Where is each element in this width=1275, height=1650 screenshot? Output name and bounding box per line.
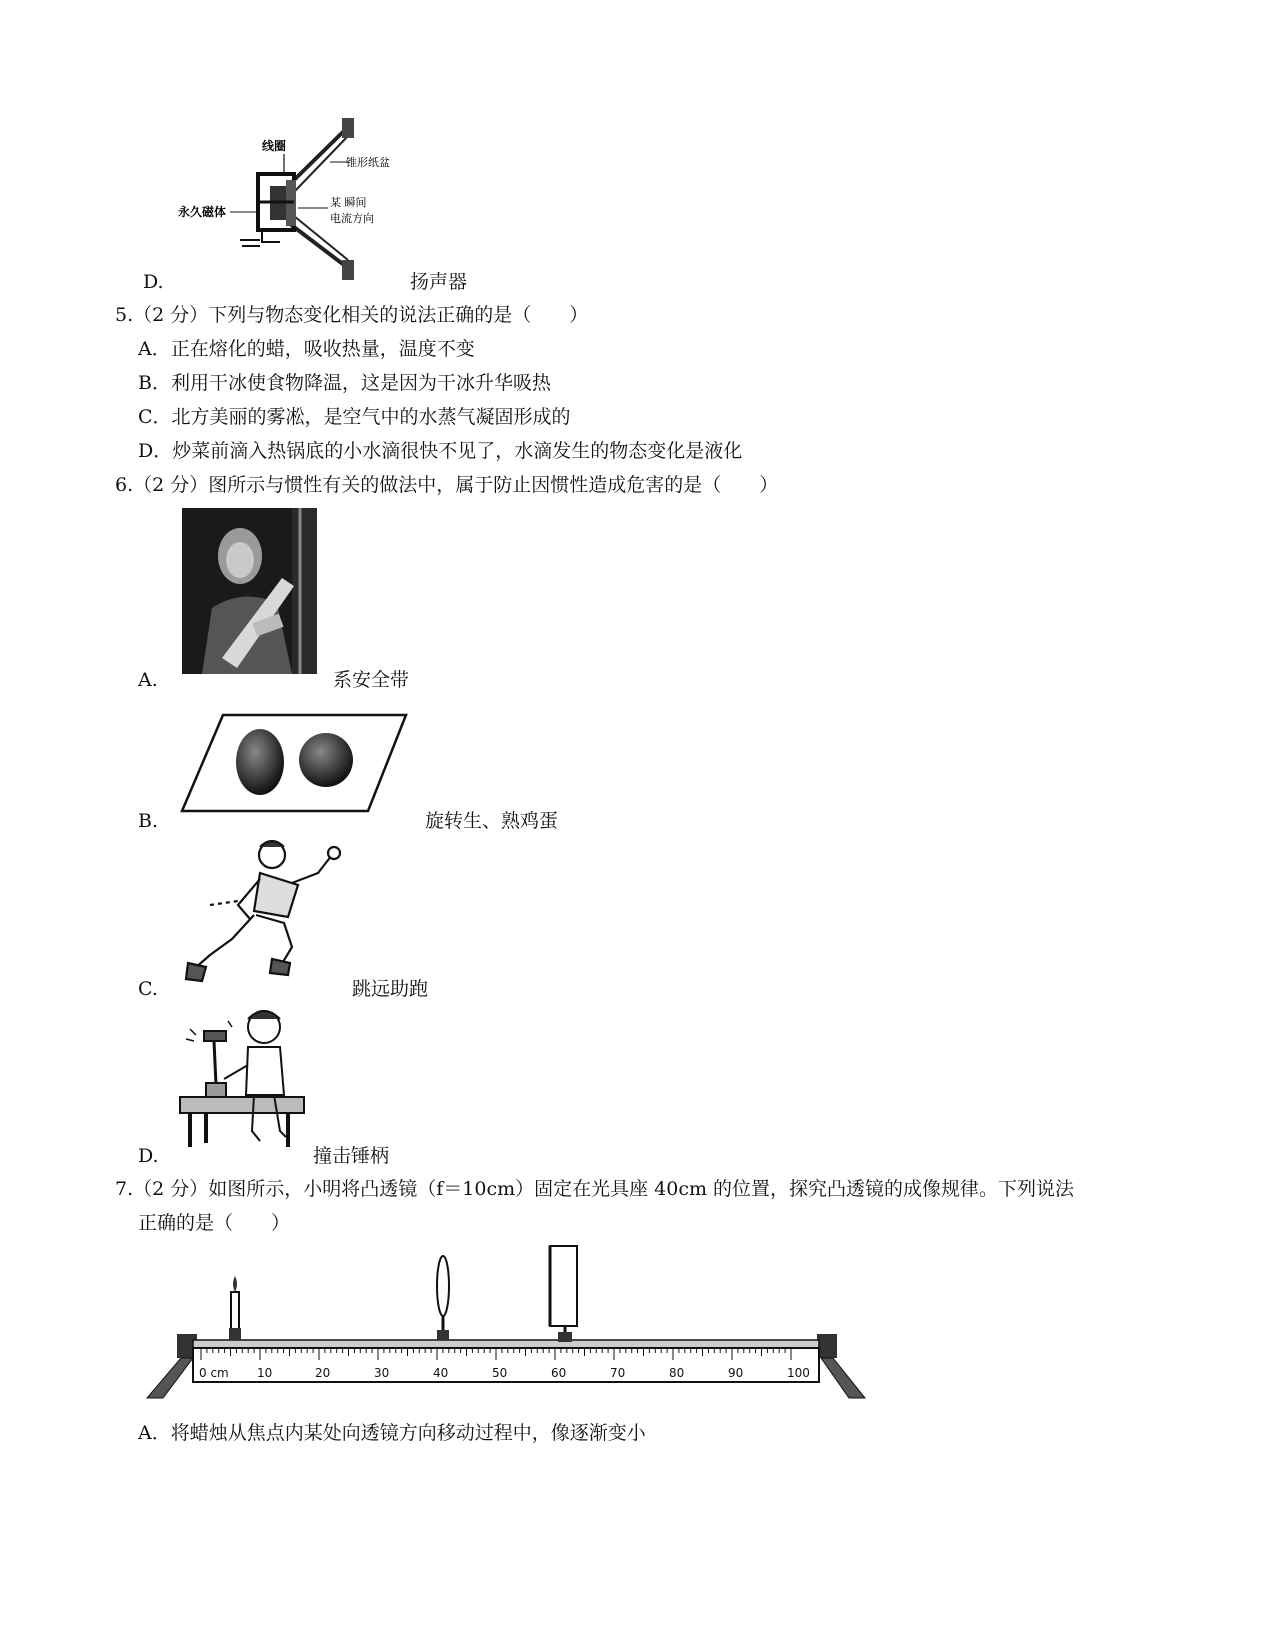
ruler-label-70: 70 — [610, 1366, 626, 1380]
light-screen — [550, 1246, 577, 1342]
ruler-label-50: 50 — [492, 1366, 508, 1380]
q6-option-d-caption: 撞击锤柄 — [313, 1145, 390, 1167]
optical-bench-figure — [145, 1240, 867, 1402]
q5-option-c: C．北方美丽的雾凇，是空气中的水蒸气凝固形成的 — [138, 406, 571, 428]
q7-option-a: A．将蜡烛从焦点内某处向透镜方向移动过程中，像逐渐变小 — [138, 1422, 646, 1444]
q4-option-d-letter: D. — [143, 271, 164, 293]
q6-option-d-letter: D. — [138, 1145, 159, 1167]
candle — [229, 1276, 241, 1340]
q4-option-d-caption: 扬声器 — [410, 271, 468, 293]
loudspeaker-figure — [170, 112, 430, 287]
ruler-label-60: 60 — [551, 1366, 567, 1380]
q7-stem-line1: 7.（2 分）如图所示，小明将凸透镜（f＝10cm）固定在光具座 40cm 的位置，探究凸透镜的成像规律。下列说法 — [115, 1178, 1075, 1200]
q6-option-c-letter: C. — [138, 978, 158, 1000]
label-magnet: 永久磁体 — [178, 205, 227, 219]
runner-figure — [180, 835, 350, 987]
q5-option-d: D．炒菜前滴入热锅底的小水滴很快不见了，水滴发生的物态变化是液化 — [138, 440, 743, 462]
seatbelt-photo — [182, 508, 317, 674]
eggs-figure — [178, 712, 410, 814]
ruler-label-20: 20 — [315, 1366, 331, 1380]
label-current: 电流方向 — [330, 212, 374, 225]
q5-option-b: B．利用干冰使食物降温，这是因为干冰升华吸热 — [138, 372, 551, 394]
hammer-figure — [176, 1005, 308, 1151]
ruler-label-0: 0 cm — [199, 1366, 229, 1380]
label-coil: 线圈 — [262, 139, 287, 153]
q6-stem: 6.（2 分）图所示与惯性有关的做法中，属于防止因惯性造成危害的是（ ） — [115, 474, 779, 496]
q5-stem: 5.（2 分）下列与物态变化相关的说法正确的是（ ） — [115, 304, 589, 326]
ruler-label-80: 80 — [669, 1366, 685, 1380]
label-cone: 锥形纸盆 — [346, 156, 390, 169]
q6-option-b-letter: B. — [138, 810, 159, 832]
q6-option-c-caption: 跳远助跑 — [352, 978, 429, 1000]
q5-option-a: A．正在熔化的蜡，吸收热量，温度不变 — [138, 338, 475, 360]
ruler-label-100: 100 — [787, 1366, 810, 1380]
ruler-label-30: 30 — [374, 1366, 390, 1380]
ruler-label-40: 40 — [433, 1366, 449, 1380]
q6-option-a-letter: A. — [138, 669, 158, 691]
q7-stem-line2: 正确的是（ ） — [138, 1212, 291, 1234]
q6-option-b-caption: 旋转生、熟鸡蛋 — [425, 810, 559, 832]
convex-lens — [437, 1256, 449, 1340]
q6-option-a-caption: 系安全带 — [333, 669, 410, 691]
ruler-label-90: 90 — [728, 1366, 744, 1380]
label-moment: 某 瞬间 — [330, 196, 367, 209]
ruler-label-10: 10 — [257, 1366, 273, 1380]
